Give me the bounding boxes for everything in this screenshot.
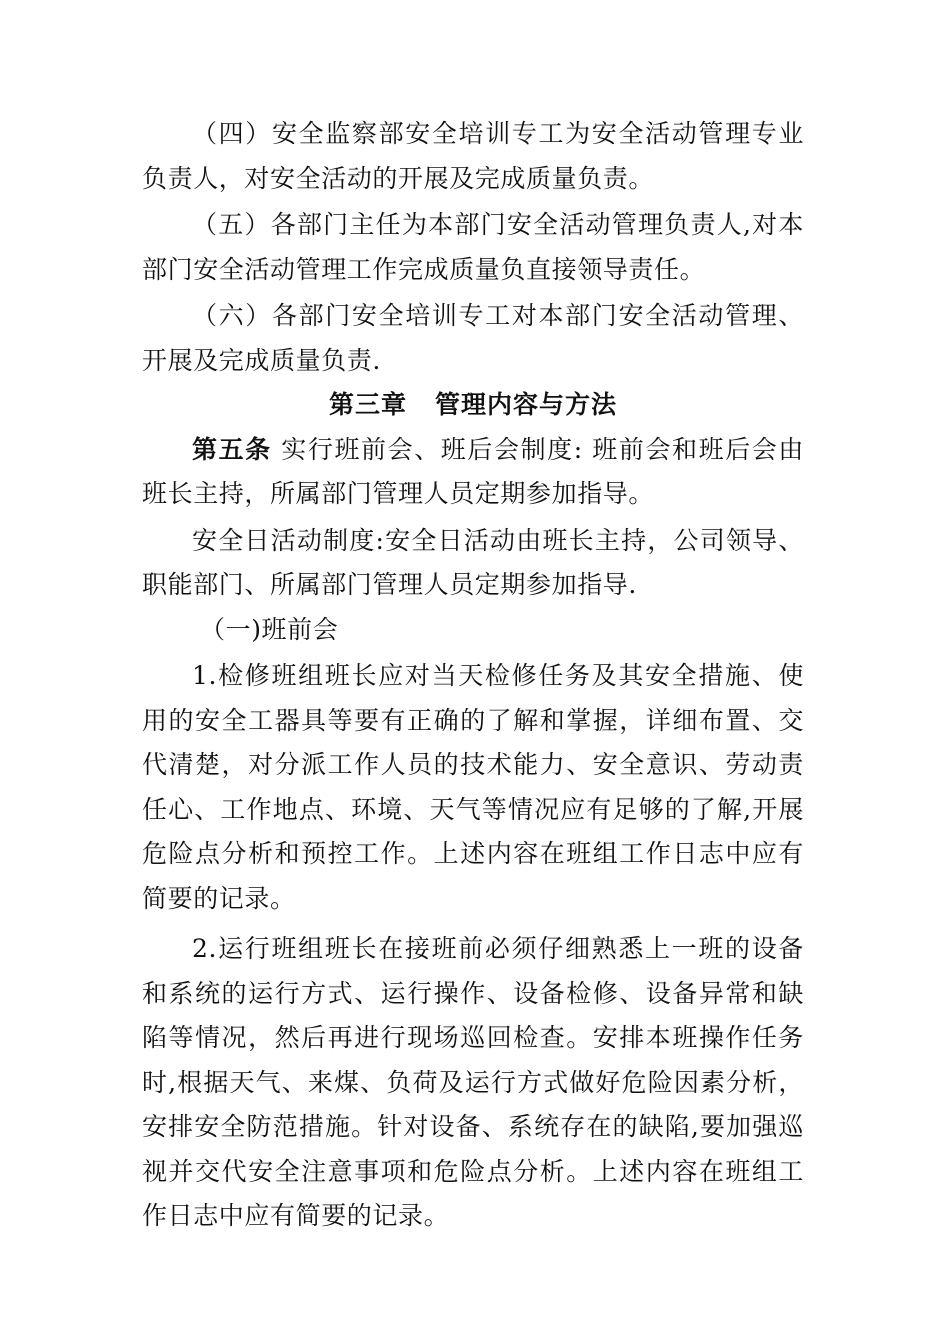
paragraph-six: （六）各部门安全培训专工对本部门安全活动管理、开展及完成质量负责.: [142, 301, 804, 375]
chapter-title: 管理内容与方法: [435, 390, 618, 419]
item-one: 1.检修班组班长应对当天检修任务及其安全措施、使用的安全工器具等要有正确的了解和掌握，详细布置、交代清楚，对分派工作人员的技术能力、安全意识、劳动责任心、工作地点、环境、天气等情况应有足够的了解,开展危险点分析和预控工作。上述内容在班组工作日志中应有简要的记录。: [142, 661, 804, 913]
document-body: [142, 112, 804, 1239]
section-one-heading: （一)班前会: [200, 614, 339, 644]
safety-day-paragraph: 安全日活动制度:安全日活动由班长主持，公司领导、职能部门、所属部门管理人员定期参加指导.: [142, 525, 804, 599]
paragraph-five: （五）各部门主任为本部门安全活动管理负责人,对本部门安全活动管理工作完成质量负直接领导责任。: [142, 210, 804, 284]
chapter-number: 第三章: [328, 390, 407, 419]
article-five-text: 实行班前会、班后会制度: 班前会和班后会由班长主持，所属部门管理人员定期参加指导。: [142, 434, 804, 508]
article-five: [142, 428, 804, 517]
paragraph-four: （四）安全监察部安全培训专工为安全活动管理专业负责人，对安全活动的开展及完成质量负责。: [142, 119, 804, 193]
item-two: 2.运行班组班长在接班前必须仔细熟悉上一班的设备和系统的运行方式、运行操作、设备检修、设备异常和缺陷等情况，然后再进行现场巡回检查。安排本班操作任务时,根据天气、来煤、负荷及运行方式做好危险因素分析，安排安全防范措施。针对设备、系统存在的缺陷,要加强巡视并交代安全注意事项和危险点分析。上述内容在班组工作日志中应有简要的记录。: [142, 934, 804, 1230]
chapter-heading: [142, 383, 804, 428]
article-five-label: 第五条: [192, 434, 272, 464]
